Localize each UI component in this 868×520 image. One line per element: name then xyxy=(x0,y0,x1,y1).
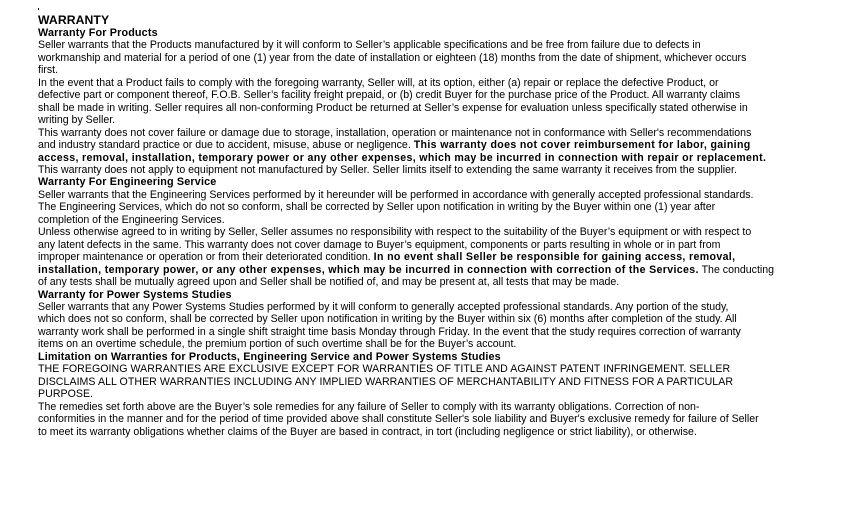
text-line xyxy=(38,264,858,276)
text-line: first. xyxy=(38,64,59,77)
section-heading-limitation: Limitation on Warranties for Products, Engineering Service and Power Systems Studies xyxy=(38,350,501,363)
section-heading-engineering: Warranty For Engineering Service xyxy=(38,176,217,189)
text-line: workmanship and material for a period of one (1) year from the date of installation or eighteen (18) months from the date of shipment, whichever occurs xyxy=(38,51,747,64)
products-paragraph-3 xyxy=(38,127,858,164)
text-line: of any tests shall be mutually agreed upon and Seller shall be notified of, and may be present at, all tests that may be made. xyxy=(38,276,620,289)
bold-exclusion-text: In no event shall Seller be responsible for gaining access, removal, xyxy=(373,251,736,264)
text-line: Unless otherwise agreed to in writing by Seller, Seller assumes no responsibility with respect to the suitability of the Buyer’s equipment or with respect to xyxy=(38,226,752,239)
text-line: defective part or component thereof, F.O.B. Seller’s facility freight prepaid, or (b) credit Buyer for the purchase price of the Product. All warranty claims xyxy=(38,89,741,102)
text-line: which does not so conform, shall be corrected by Seller upon notification in writing by the Buyer within six (6) months after completion of the study. All xyxy=(38,313,737,326)
text-run: The conducting xyxy=(698,263,775,276)
text-run: improper maintenance or operation or from their deteriorated condition. xyxy=(38,251,374,264)
products-paragraph-4: This warranty does not apply to equipment not manufactured by Seller. Seller limits itself to extending the same warranty it receives from the supplier. xyxy=(38,163,737,176)
limitation-paragraph-1 xyxy=(38,363,858,400)
text-line: DISCLAIMS ALL OTHER WARRANTIES INCLUDING ANY IMPLIED WARRANTIES OF MERCHANTABILITY AND FITNESS FOR A PARTICULAR xyxy=(38,375,734,388)
section-heading-power-systems: Warranty for Power Systems Studies xyxy=(38,288,232,301)
bold-exclusion-text: access, removal, installation, temporary power or any other expenses, which may be incurred in connection with repair or replacement. xyxy=(38,151,767,164)
text-line: The Engineering Services, which do not so conform, shall be corrected by Seller upon notification in writing by the Buyer within one (1) year after xyxy=(38,201,716,214)
text-line: shall be made in writing. Seller requires all non-conforming Product be returned at Seller’s expense for evaluation unless specifically stated otherwise in xyxy=(38,101,748,114)
document-title: WARRANTY xyxy=(38,13,110,27)
text-line: conformities in the manner and for the period of time provided above shall constitute Seller's sole liability and Buyer's exclusive remedy for failure of Seller xyxy=(38,413,759,426)
text-line: Seller warrants that the Products manufactured by it will conform to Seller’s applicable specifications and be free from failure due to defects in xyxy=(38,39,701,52)
text-line: writing by Seller. xyxy=(38,114,116,127)
text-line: THE FOREGOING WARRANTIES ARE EXCLUSIVE EXCEPT FOR WARRANTIES OF TITLE AND AGAINST PATENT INFRINGEMENT. SELLER xyxy=(38,363,731,376)
text-line: The remedies set forth above are the Buyer’s sole remedies for any failure of Seller to comply with its warranty obligations. Correction of non- xyxy=(38,400,700,413)
text-line: Seller warrants that the Engineering Services performed by it hereunder will be performed in accordance with generally accepted professional standards. xyxy=(38,188,754,201)
text-line: PURPOSE. xyxy=(38,388,94,401)
stray-mark xyxy=(38,8,39,10)
text-line: In the event that a Product fails to comply with the foregoing warranty, Seller will, at its option, either (a) repair or replace the defective Product, or xyxy=(38,76,719,89)
engineering-paragraph-1 xyxy=(38,189,858,226)
bold-exclusion-text: This warranty does not cover reimbursement for labor, gaining xyxy=(413,139,751,152)
text-line: items on an overtime schedule, the premium portion of such overtime shall be for the Buyer’s account. xyxy=(38,338,517,351)
engineering-paragraph-2 xyxy=(38,226,858,288)
text-run: and industry standard practice or due to accident, misuse, abuse or negligence. xyxy=(38,139,414,152)
text-line: completion of the Engineering Services. xyxy=(38,213,225,226)
power-systems-paragraph-1 xyxy=(38,301,858,351)
text-line xyxy=(38,251,858,263)
text-line: to meet its warranty obligations whether claims of the Buyer are based in contract, in tort (including negligence or strict liability), or otherwise. xyxy=(38,425,697,438)
text-line xyxy=(38,139,858,151)
text-line: warranty work shall be performed in a single shift straight time basis Monday through Friday. In the event that the study requires correction of warranty xyxy=(38,325,741,338)
text-line: Seller warrants that any Power Systems Studies performed by it will conform to generally accepted professional standards. Any portion of the study, xyxy=(38,300,729,313)
text-line: any latent defects in the same. This warranty does not cover damage to Buyer’s equipment, components or parts resulting in whole or in part from xyxy=(38,238,721,251)
text-line: This warranty does not cover failure or damage due to storage, installation, operation or maintenance not in conformance with Seller's recommendations xyxy=(38,126,752,139)
section-heading-products: Warranty For Products xyxy=(38,27,158,39)
products-paragraph-1 xyxy=(38,39,858,76)
limitation-paragraph-2 xyxy=(38,401,858,438)
warranty-document xyxy=(38,14,858,438)
bold-exclusion-text: installation, temporary power, or any other expenses, which may be incurred in connection with correction of the Services. xyxy=(38,263,699,276)
products-paragraph-2 xyxy=(38,77,858,127)
